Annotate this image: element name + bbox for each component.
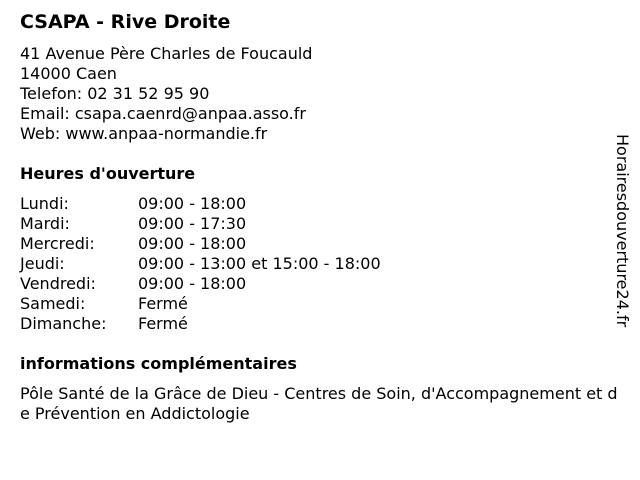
day-label: Dimanche: <box>20 314 107 333</box>
time-value: 09:00 - 13:00 et 15:00 - 18:00 <box>138 254 381 273</box>
email-text: Email: csapa.caenrd@anpaa.asso.fr <box>20 104 306 123</box>
hours-row-tuesday <box>20 214 381 234</box>
time-value: 09:00 - 18:00 <box>138 194 247 213</box>
hours-row-thursday <box>20 254 381 274</box>
hours-heading: Heures d'ouverture <box>20 164 196 183</box>
hours-row-monday <box>20 194 381 214</box>
listing-title: CSAPA - Rive Droite <box>20 11 231 33</box>
info-heading: informations complémentaires <box>20 354 297 373</box>
day-label: Lundi: <box>20 194 69 213</box>
hours-row-sunday <box>20 314 381 334</box>
contact-block <box>20 44 312 144</box>
time-value: 09:00 - 18:00 <box>138 234 247 253</box>
web-text: Web: www.anpaa-normandie.fr <box>20 124 268 143</box>
day-label: Samedi: <box>20 294 86 313</box>
day-label: Mardi: <box>20 214 70 233</box>
time-value: Fermé <box>138 294 188 313</box>
phone-text: Telefon: 02 31 52 95 90 <box>20 84 210 103</box>
hours-row-friday <box>20 274 381 294</box>
hours-row-saturday <box>20 294 381 314</box>
day-label: Vendredi: <box>20 274 96 293</box>
time-value: 09:00 - 17:30 <box>138 214 247 233</box>
address-line-2: 14000 Caen <box>20 64 117 83</box>
day-label: Mercredi: <box>20 234 95 253</box>
hours-row-wednesday <box>20 234 381 254</box>
time-value: Fermé <box>138 314 188 333</box>
info-description: Pôle Santé de la Grâce de Dieu - Centres de Soin, d'Accompagnement et de Prévention en Addictologie <box>20 384 618 423</box>
opening-hours-table <box>20 194 381 334</box>
day-label: Jeudi: <box>20 254 65 273</box>
time-value: 09:00 - 18:00 <box>138 274 247 293</box>
address-line-1: 41 Avenue Père Charles de Foucauld <box>20 44 313 63</box>
brand-vertical-text: Horairesdouverture24.fr <box>613 134 632 328</box>
